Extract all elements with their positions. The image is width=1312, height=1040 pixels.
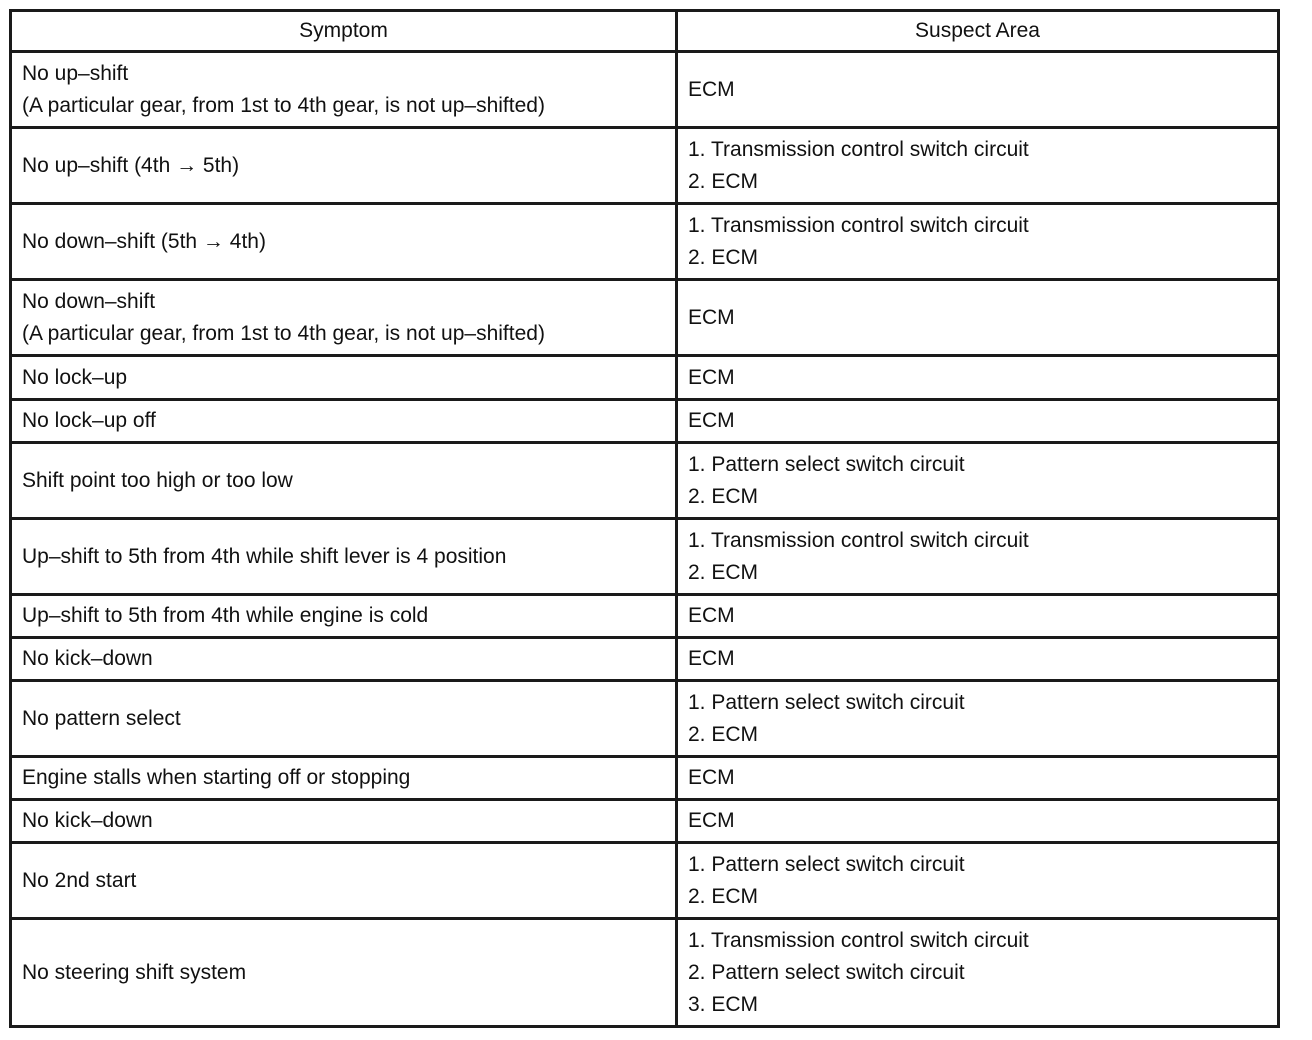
suspect-area-text: 2. ECM: [688, 722, 759, 746]
suspect-area-text: ECM: [688, 77, 735, 101]
suspect-area-cell: [677, 356, 1279, 400]
suspect-area-text: ECM: [688, 647, 735, 670]
suspect-area-text: 3. ECM: [688, 992, 759, 1016]
symptom-text: No down–shift: [22, 289, 156, 313]
suspect-area-cell: [677, 919, 1279, 1027]
table-row: [11, 356, 1279, 400]
suspect-area-text: 2. ECM: [688, 169, 759, 193]
suspect-area-cell: [677, 52, 1279, 128]
symptom-cell: [11, 204, 677, 280]
table-row: [11, 681, 1279, 757]
table-row: [11, 757, 1279, 800]
symptom-text: No up–shift: [22, 61, 129, 85]
symptom-text: No kick–down: [22, 647, 153, 670]
symptom-cell: [11, 280, 677, 356]
table-row: [11, 519, 1279, 595]
suspect-area-cell: [677, 681, 1279, 757]
suspect-area-cell: [677, 204, 1279, 280]
suspect-area-text: 2. ECM: [688, 245, 759, 269]
symptom-cell: [11, 52, 677, 128]
table-row: [11, 443, 1279, 519]
symptom-text: No lock–up off: [22, 409, 156, 432]
symptom-text: No steering shift system: [22, 960, 247, 984]
suspect-area-text: 1. Transmission control switch circuit: [688, 528, 1029, 552]
suspect-area-text: 1. Transmission control switch circuit: [688, 137, 1029, 161]
symptom-cell: [11, 519, 677, 595]
suspect-area-cell: [677, 128, 1279, 204]
table-row: [11, 638, 1279, 681]
suspect-area-cell: [677, 280, 1279, 356]
symptom-cell: [11, 400, 677, 443]
symptom-cell: [11, 638, 677, 681]
symptom-table: [9, 9, 1280, 1028]
symptom-cell: [11, 800, 677, 843]
suspect-area-text: 1. Pattern select switch circuit: [688, 852, 965, 876]
symptom-text: Up–shift to 5th from 4th while shift lever is 4 position: [22, 544, 507, 568]
symptom-cell: [11, 595, 677, 638]
suspect-area-cell: [677, 757, 1279, 800]
suspect-area-text: 2. ECM: [688, 560, 759, 584]
table-row: [11, 128, 1279, 204]
suspect-area-text: 1. Transmission control switch circuit: [688, 213, 1029, 237]
suspect-area-cell: [677, 638, 1279, 681]
suspect-area-text: 1. Transmission control switch circuit: [688, 928, 1029, 952]
symptom-text: Shift point too high or too low: [22, 468, 293, 492]
header-row: [11, 11, 1279, 52]
suspect-area-text: 2. Pattern select switch circuit: [688, 960, 965, 984]
symptom-text: No pattern select: [22, 706, 181, 730]
symptom-cell: [11, 443, 677, 519]
table-row: [11, 280, 1279, 356]
suspect-area-text: 2. ECM: [688, 484, 759, 508]
suspect-area-text: 1. Pattern select switch circuit: [688, 690, 965, 714]
symptom-text: (A particular gear, from 1st to 4th gear, is not up–shifted): [22, 93, 545, 117]
table-row: [11, 919, 1279, 1027]
table-row: [11, 595, 1279, 638]
symptom-text: No lock–up: [22, 365, 128, 389]
header-symptom: Symptom: [11, 11, 677, 52]
table-row: [11, 800, 1279, 843]
suspect-area-cell: [677, 800, 1279, 843]
suspect-area-cell: [677, 519, 1279, 595]
symptom-text: Up–shift to 5th from 4th while engine is cold: [22, 604, 429, 627]
table-row: [11, 843, 1279, 919]
symptom-text: No down–shift (5th → 4th): [22, 229, 266, 253]
symptom-cell: [11, 919, 677, 1027]
suspect-area-text: ECM: [688, 766, 735, 789]
symptom-text: No kick–down: [22, 809, 153, 832]
symptom-text: No up–shift (4th → 5th): [22, 153, 240, 177]
table-row: [11, 204, 1279, 280]
suspect-area-text: ECM: [688, 365, 735, 389]
symptom-text: No 2nd start: [22, 868, 137, 892]
suspect-area-text: ECM: [688, 409, 735, 432]
symptom-text: (A particular gear, from 1st to 4th gear, is not up–shifted): [22, 321, 545, 345]
symptom-text: Engine stalls when starting off or stopping: [22, 766, 411, 789]
suspect-area-cell: [677, 400, 1279, 443]
suspect-area-text: 1. Pattern select switch circuit: [688, 452, 965, 476]
suspect-area-text: ECM: [688, 305, 735, 329]
symptom-cell: [11, 681, 677, 757]
symptom-cell: [11, 128, 677, 204]
symptom-cell: [11, 356, 677, 400]
suspect-area-text: 2. ECM: [688, 884, 759, 908]
table-row: [11, 52, 1279, 128]
symptom-cell: [11, 843, 677, 919]
suspect-area-cell: [677, 843, 1279, 919]
table-body: [11, 52, 1279, 1027]
suspect-area-text: ECM: [688, 604, 735, 627]
suspect-area-text: ECM: [688, 809, 735, 832]
suspect-area-cell: [677, 443, 1279, 519]
table-row: [11, 400, 1279, 443]
header-suspect-area: Suspect Area: [677, 11, 1279, 52]
suspect-area-cell: [677, 595, 1279, 638]
symptom-cell: [11, 757, 677, 800]
